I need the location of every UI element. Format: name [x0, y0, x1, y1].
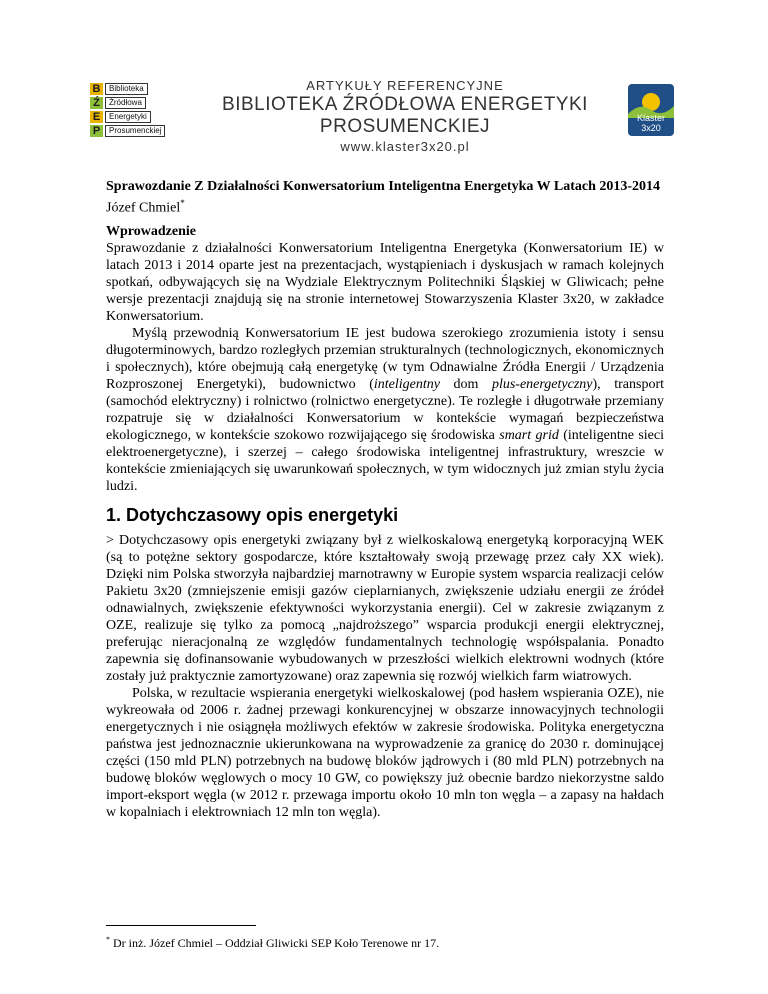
logo-word: Prosumenckiej [105, 125, 165, 137]
klaster-logo-text [628, 113, 674, 133]
intro-p2-text-c: ), transport (samochód elektryczny) i rolnictwo (rolnictwo energetyczne). Te rozległe i długotrwałe przemiany rozpatruje się w działalności Konwersatorium w kontekście wymagań bezpieczeństwa ekologicznego, w kontekście szokowo rozwijającego się środowiska [106, 376, 664, 443]
header-url: www.klaster3x20.pl [340, 139, 470, 154]
bzep-logo [90, 82, 170, 136]
page-header [90, 70, 710, 154]
header-title: BIBLIOTEKA ŹRÓDŁOWA ENERGETYKI PROSUMENCKIEJ [222, 94, 588, 137]
logo-word: Źródłowa [105, 97, 146, 109]
header-subtitle: ARTYKUŁY REFERENCYJNE [306, 78, 504, 93]
klaster-logo-line1: Klaster [636, 113, 665, 123]
logo-letter: E [90, 111, 103, 123]
section-1-heading: 1. Dotychczasowy opis energetyki [106, 504, 399, 525]
author-line [106, 195, 664, 217]
logo-letter: B [90, 83, 103, 95]
document-title: Sprawozdanie Z Działalności Konwersatorium Inteligentna Energetyka W Latach 2013-2014 [106, 179, 661, 194]
intro-paragraph-1: Sprawozdanie z działalności Konwersatorium Inteligentna Energetyka (Konwersatorium IE) w latach 2013 i 2014 oparte jest na prezentacjach, wystąpieniach i dyskusjach w ramach kolejnych spotkań, odbywających się na Wydziale Elektrycznym Politechniki Śląskiej w Gliwicach; pełne wersje prezentacji znajdują się na stronie internetowej Stowarzyszenia Klaster 3x20, w zakładce Konwersatorium. [106, 240, 664, 324]
document-body [106, 178, 664, 821]
footnote-text: Dr inż. Józef Chmiel – Oddział Gliwicki SEP Koło Terenowe nr 17. [113, 936, 440, 950]
section-1-paragraph-2: Polska, w rezultacie wspierania energetyki wielkoskalowej (pod hasłem wspierania OZE), nie wykreowała od 2006 r. żadnej przewagi konkurencyjnej w obszarze innowacyjnych technologii energetycznych i nie osiągnęła możliwych efektów w zakresie środowiska. Polityka energetyczna państwa jest jednoznacznie ukierunkowana na wyprowadzenie za granicę do 2030 r. dominującej części (150 mld PLN) potrzebnych na budowę bloków jądrowych i (80 mld PLN) potrzebnych na budowę bloków węglowych o mocy 10 GW, co powiększy już obecnie bardzo niekorzystne saldo import-eksport węgla (w 2012 r. przewaga importu około 10 mln ton węgla – a zapasy na hałdach w kopalniach i elektrowniach 12 mln ton węgla). [106, 685, 664, 820]
logo-row [90, 82, 170, 95]
intro-paragraph-2 [106, 325, 664, 495]
intro-p2-em-3: smart grid [499, 427, 559, 443]
author-name: Józef Chmiel [106, 200, 181, 216]
intro-p2-em-2: plus-energetyczny [491, 376, 593, 392]
intro-p2-text-a: Myślą przewodnią Konwersatorium IE jest budowa szerokiego zrozumienia istoty i sensu długoterminowych, bardzo rozległych przemian strukturalnych (technologicznych, ekonomicznych i społecznych), które obejmują całą energetykę (w tym Odnawialne Źródła Energii / Urządzenia Rozproszonej Energetyki), budownictwo ( [106, 325, 664, 392]
logo-row [90, 110, 170, 123]
klaster-logo [628, 84, 674, 136]
logo-row [90, 96, 170, 109]
intro-p2-text-b: dom [439, 376, 492, 392]
intro-heading: Wprowadzenie [106, 223, 196, 239]
intro-p2-em-1: inteligentny [373, 376, 440, 392]
footnote-separator [106, 925, 256, 926]
logo-word: Energetyki [105, 111, 151, 123]
logo-row [90, 124, 170, 137]
section-1-paragraph-1: > Dotychczasowy opis energetyki związany był z wielkoskalową energetyką korporacyjną WEK (są to potężne sektory gospodarcze, które kształtowały swoją przewagę przez cały XX wiek). Dzięki nim Polska stworzyła najbardziej marnotrawny w Europie system wsparcia realizacji celów Pakietu 3x20 (zmniejszenie emisji gazów cieplarnianych, zwiększenie udziału energii ze źródeł odnawialnych, zwiększenie efektywności wykorzystania energii). Cel w zakresie związanym z OZE, realizuje się tylko za pomocą „najdroższego” wsparcia produkcji energii elektrycznej, preferując nieracjonalną ze względów fundamentalnych technologię współspalania. Ponadto zapewnia się dofinansowanie wybudowanych w przeszłości wielkich elektrowni wodnych (które zostały już praktycznie zamortyzowane) oraz zapewnia się rozwój wielkich farm wiatrowych. [106, 532, 664, 684]
footnote [106, 935, 664, 951]
footnote-mark: * [106, 935, 110, 944]
header-text [185, 78, 625, 154]
author-footnote-mark: * [180, 198, 185, 208]
logo-letter: P [90, 125, 103, 137]
intro-p2-text-d: (inteligentne sieci elektroenergetyczne), i szerzej – całego środowiska inteligentnej infrastruktury, wreszcie w kontekście zmieniających się uwarunkowań społecznych, w tym widocznych już zmian stylu życia ludzi. [106, 427, 664, 494]
klaster-logo-line2: 3x20 [641, 123, 661, 133]
logo-letter: Ź [90, 97, 103, 109]
logo-word: Biblioteka [105, 83, 148, 95]
